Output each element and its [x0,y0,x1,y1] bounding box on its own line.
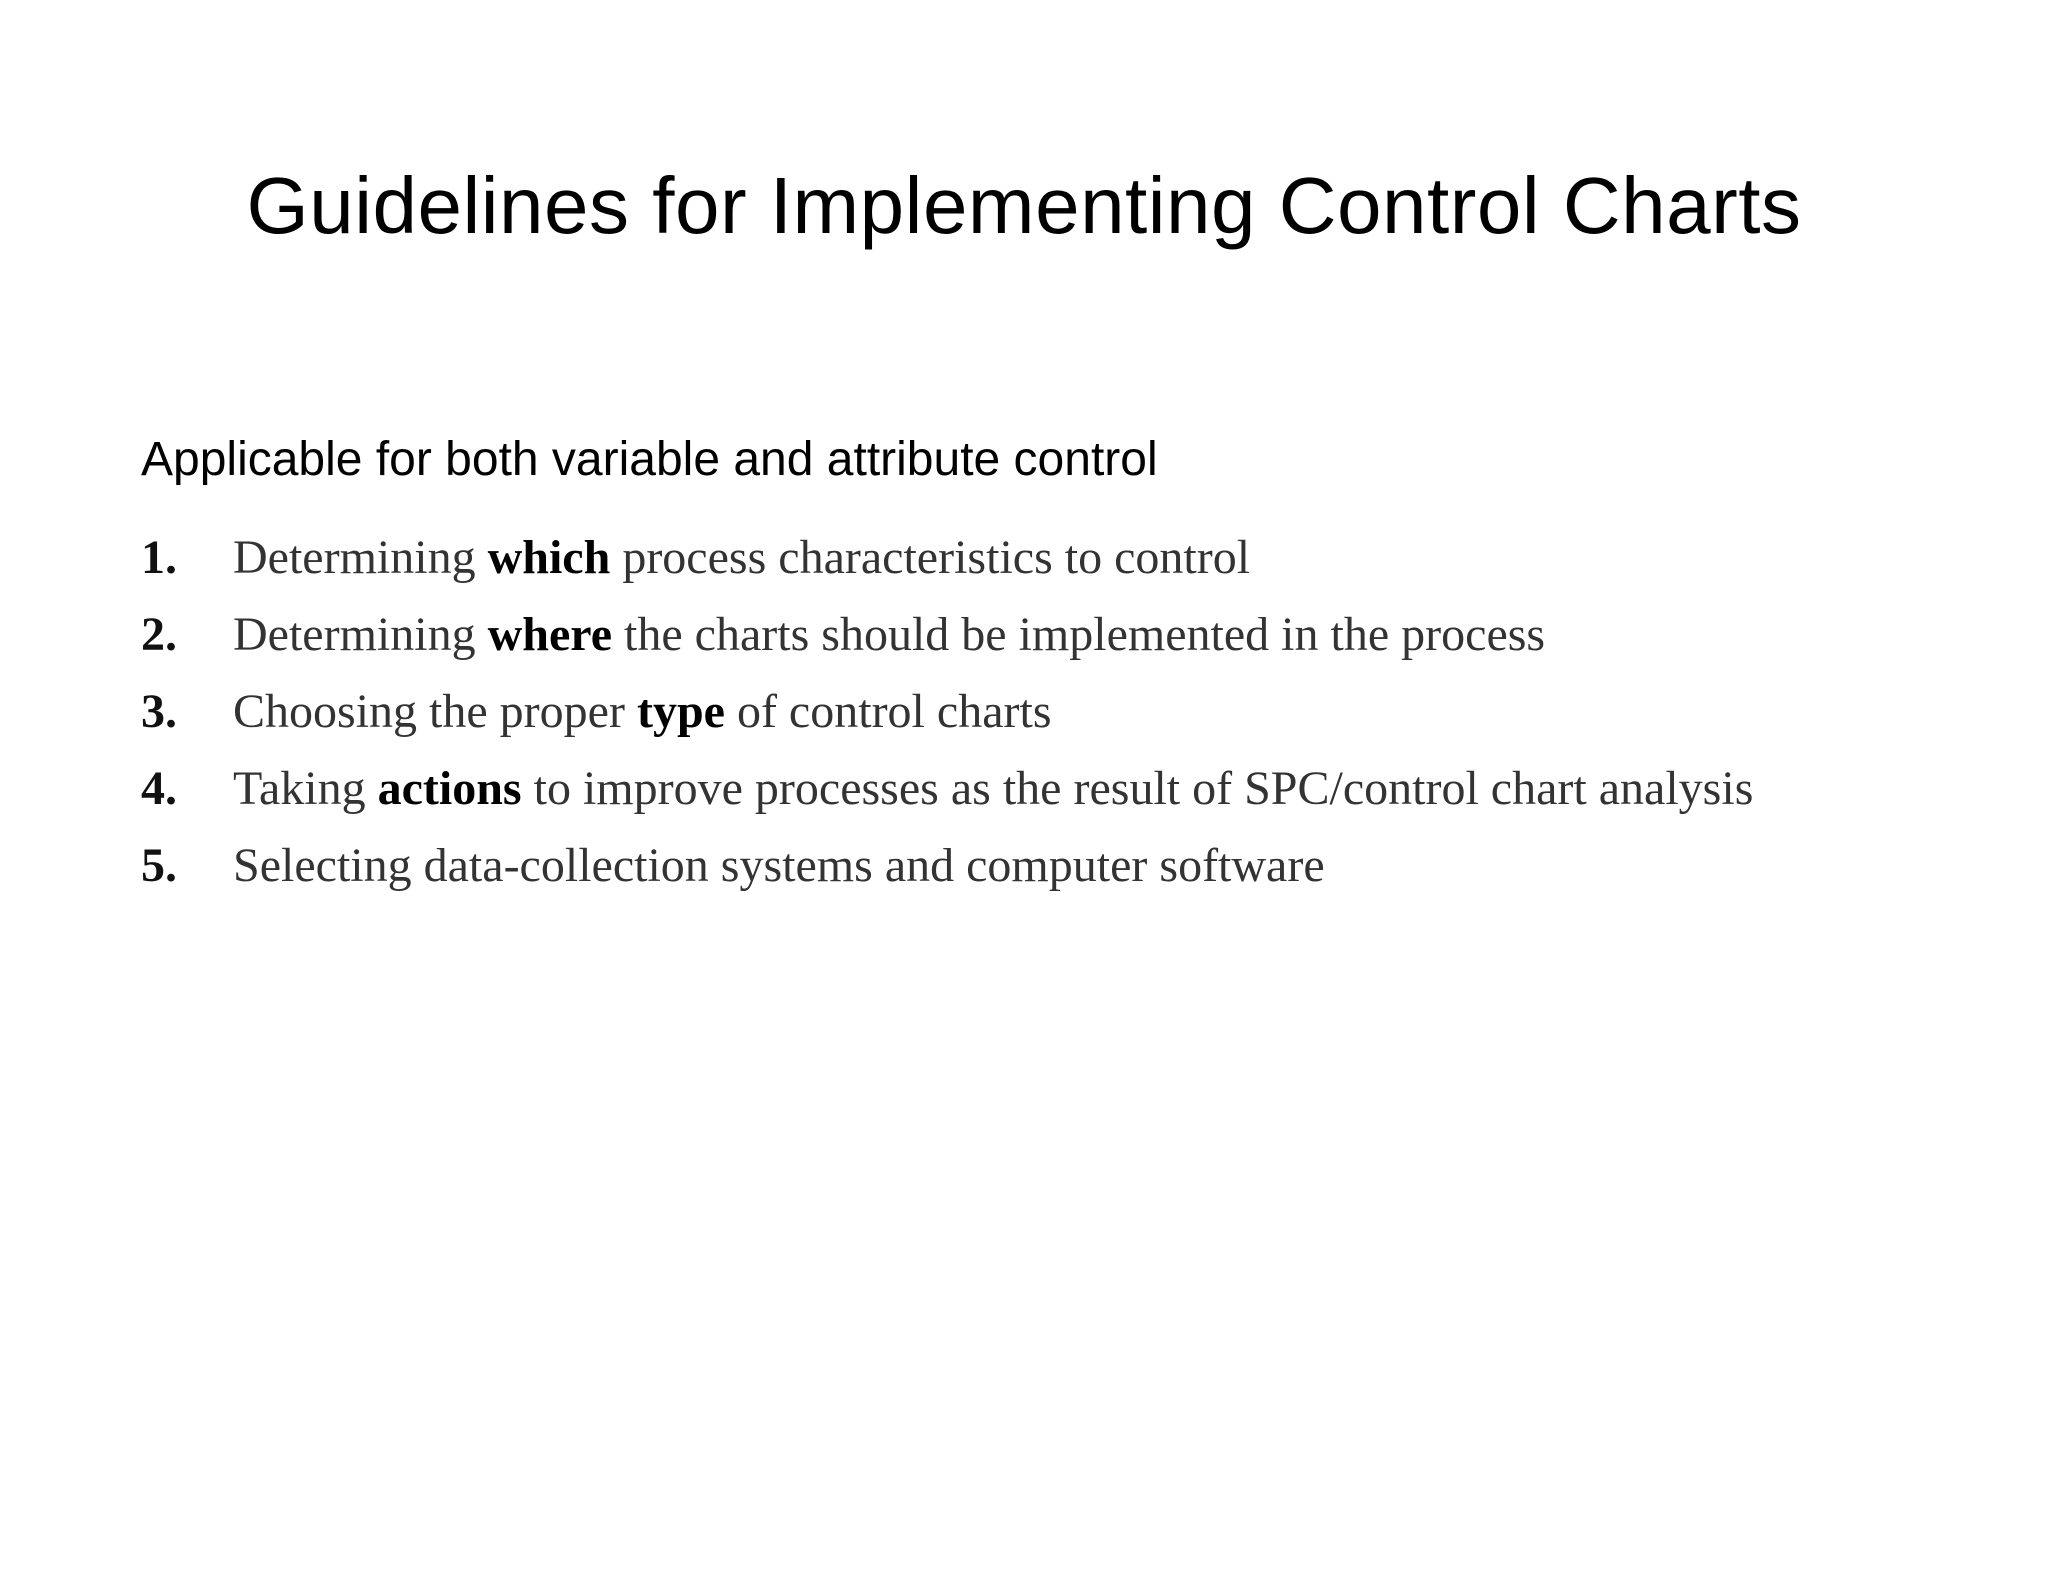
item-text-after: the charts should be implemented in the process [612,608,1546,661]
item-text-after: to improve processes as the result of SPC/control chart analysis [521,762,1754,815]
list-item [141,528,1753,605]
slide-title: Guidelines for Implementing Control Charts [246,161,1802,250]
list-item [141,759,1753,836]
item-keyword: type [636,685,725,738]
list-item [141,605,1753,682]
item-text [233,682,1052,742]
list-item [141,836,1753,913]
list-item [141,682,1753,759]
guideline-list [141,528,1753,913]
item-number: 2. [141,608,177,661]
item-text-before: Taking [233,762,378,815]
item-number: 1. [141,531,177,584]
item-text [233,528,1250,588]
item-number: 3. [141,685,177,738]
item-text [233,836,1325,896]
item-text-after: process characteristics to control [610,531,1251,584]
item-keyword: where [487,608,613,661]
item-text-before: Determining [233,531,488,584]
item-text-before: Selecting data-collection systems and computer software [233,839,1325,892]
item-text [233,759,1753,819]
item-number: 4. [141,762,177,815]
item-text-before: Choosing the proper [233,685,637,738]
item-text-after: of control charts [724,685,1052,738]
item-keyword: which [487,531,611,584]
item-keyword: actions [377,762,522,815]
item-text-before: Determining [233,608,488,661]
intro-text: Applicable for both variable and attribute control [141,433,1158,486]
item-text [233,605,1545,665]
item-number: 5. [141,839,177,892]
